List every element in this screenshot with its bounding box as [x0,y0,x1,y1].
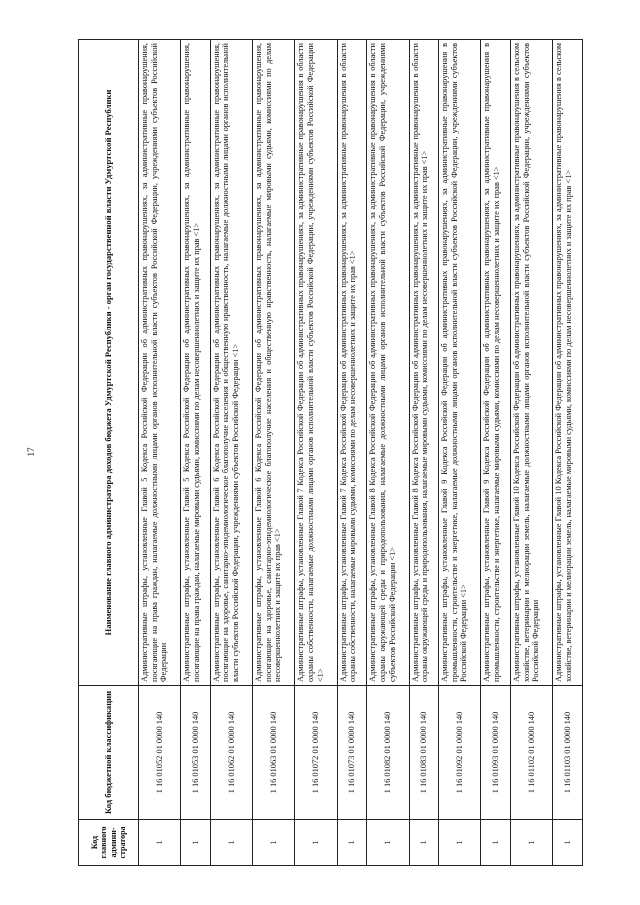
description-cell: Административные штрафы, установленные Главой 7 Кодекса Российской Федерации об административных правонарушениях, за административные правонарушения в области охраны собственности, налагаемые должностными лицами органов исполнительной власти субъектов Российской Федерации, учреждениями субъектов Российской Федерации <1> [295,40,337,686]
budget-code-cell: 1 16 01062 01 0000 140 [210,686,252,820]
description-cell: Административные штрафы, установленные Главой 6 Кодекса Российской Федерации об административных правонарушениях, за административные правонарушения, посягающие на здоровье, санитарно-эпидемиологическое благополучие населения и общественную нравственность, налагаемые мировыми судьями, комиссиями по делам несовершеннолетних и защите их прав <1> [253,40,295,686]
description-cell: Административные штрафы, установленные Главой 9 Кодекса Российской Федерации об административных правонарушениях, за административные правонарушения в промышленности, строительстве и энергетике, налагаемые должностными лицами органов исполнительной власти субъектов Российской Федерации, учреждениями субъектов Российской Федерации <1> [439,40,481,686]
table-row [367,40,409,866]
page-number: 17 [26,447,36,457]
description-cell: Административные штрафы, установленные Главой 10 Кодекса Российской Федерации об административных правонарушениях, за административные правонарушения в сельском хозяйстве, ветеринарии и мелиорации земель, налагаемые мировыми судьями, комиссиями по делам несовершеннолетних и защите их прав <1> [553,40,583,686]
table-row [295,40,337,866]
admin-code-cell: 1 [439,820,481,866]
description-cell: Административные штрафы, установленные Главой 8 Кодекса Российской Федерации об административных правонарушениях, за административные правонарушения в области охраны окружающей среды и природопользования, налагаемые должностными лицами органов исполнительной власти субъектов Российской Федерации, учреждениями субъектов Российской Федерации <1> [367,40,409,686]
header-admin-code: Код главного админи-стратора [79,820,139,866]
admin-code-cell: 1 [367,820,409,866]
budget-code-cell: 1 16 01063 01 0000 140 [253,686,295,820]
budget-code-cell: 1 16 01083 01 0000 140 [409,686,439,820]
table-body [139,40,583,866]
budget-code-cell: 1 16 01052 01 0000 140 [139,686,181,820]
admin-code-cell: 1 [481,820,511,866]
admin-code-cell: 1 [409,820,439,866]
table-row [181,40,211,866]
header-budget-code: Код бюджетной классификации [79,686,139,820]
admin-code-cell: 1 [337,820,367,866]
admin-code-cell: 1 [553,820,583,866]
table-row [139,40,181,866]
table-row [553,40,583,866]
table-row [481,40,511,866]
admin-code-cell: 1 [295,820,337,866]
budget-code-cell: 1 16 01092 01 0000 140 [439,686,481,820]
table-row [337,40,367,866]
table-row [439,40,481,866]
table-row [409,40,439,866]
admin-code-cell: 1 [210,820,252,866]
description-cell: Административные штрафы, установленные Главой 7 Кодекса Российской Федерации об административных правонарушениях, за административные правонарушения в области охраны собственности, налагаемые мировыми судьями, комиссиями по делам несовершеннолетних и защите их прав <1> [337,40,367,686]
table-row [511,40,553,866]
table-row [210,40,252,866]
description-cell: Административные штрафы, установленные Главой 5 Кодекса Российской Федерации об административных правонарушениях, за административные правонарушения, посягающие на права граждан, налагаемые должностными лицами органов исполнительной власти субъектов Российской Федерации, учреждениями субъектов Российской Федерации [139,40,181,686]
budget-code-cell: 1 16 01082 01 0000 140 [367,686,409,820]
description-cell: Административные штрафы, установленные Главой 6 Кодекса Российской Федерации об административных правонарушениях, за административные правонарушения, посягающие на здоровье, санитарно-эпидемиологическое благополучие населения и общественную нравственность, налагаемые должностными лицами органов исполнительной власти субъектов Российской Федерации, учреждениями субъектов Российской Федерации <1> [210,40,252,686]
table-row [253,40,295,866]
revenue-administrators-table [78,39,583,866]
budget-code-cell: 1 16 01102 01 0000 140 [511,686,553,820]
admin-code-cell: 1 [181,820,211,866]
description-cell: Административные штрафы, установленные Главой 8 Кодекса Российской Федерации об административных правонарушениях, за административные правонарушения в области охраны окружающей среды и природопользования, налагаемые мировыми судьями, комиссиями по делам несовершеннолетних и защите их прав <1> [409,40,439,686]
rotated-table-container [78,40,583,866]
admin-code-cell: 1 [253,820,295,866]
budget-code-cell: 1 16 01073 01 0000 140 [337,686,367,820]
budget-code-cell: 1 16 01093 01 0000 140 [481,686,511,820]
header-administrator-name: Наименование главного администратора доходов бюджета Удмуртской Республики - орган государственной власти Удмуртской Республики [79,40,139,686]
table-header-row [79,40,139,866]
description-cell: Административные штрафы, установленные Главой 9 Кодекса Российской Федерации об административных правонарушениях, за административные правонарушения в промышленности, строительстве и энергетике, налагаемые мировыми судьями, комиссиями по делам несовершеннолетних и защите их прав <1> [481,40,511,686]
description-cell: Административные штрафы, установленные Главой 5 Кодекса Российской Федерации об административных правонарушениях, за административные правонарушения, посягающие на права граждан, налагаемые мировыми судьями, комиссиями по делам несовершеннолетних и защите их прав <1> [181,40,211,686]
admin-code-cell: 1 [511,820,553,866]
description-cell: Административные штрафы, установленные Главой 10 Кодекса Российской Федерации об административных правонарушениях, за административные правонарушения в сельском хозяйстве, ветеринарии и мелиорации земель, налагаемые должностными лицами органов исполнительной власти субъектов Российской Федерации, учреждениями субъектов Российской Федерации [511,40,553,686]
budget-code-cell: 1 16 01072 01 0000 140 [295,686,337,820]
budget-code-cell: 1 16 01103 01 0000 140 [553,686,583,820]
admin-code-cell: 1 [139,820,181,866]
budget-code-cell: 1 16 01053 01 0000 140 [181,686,211,820]
